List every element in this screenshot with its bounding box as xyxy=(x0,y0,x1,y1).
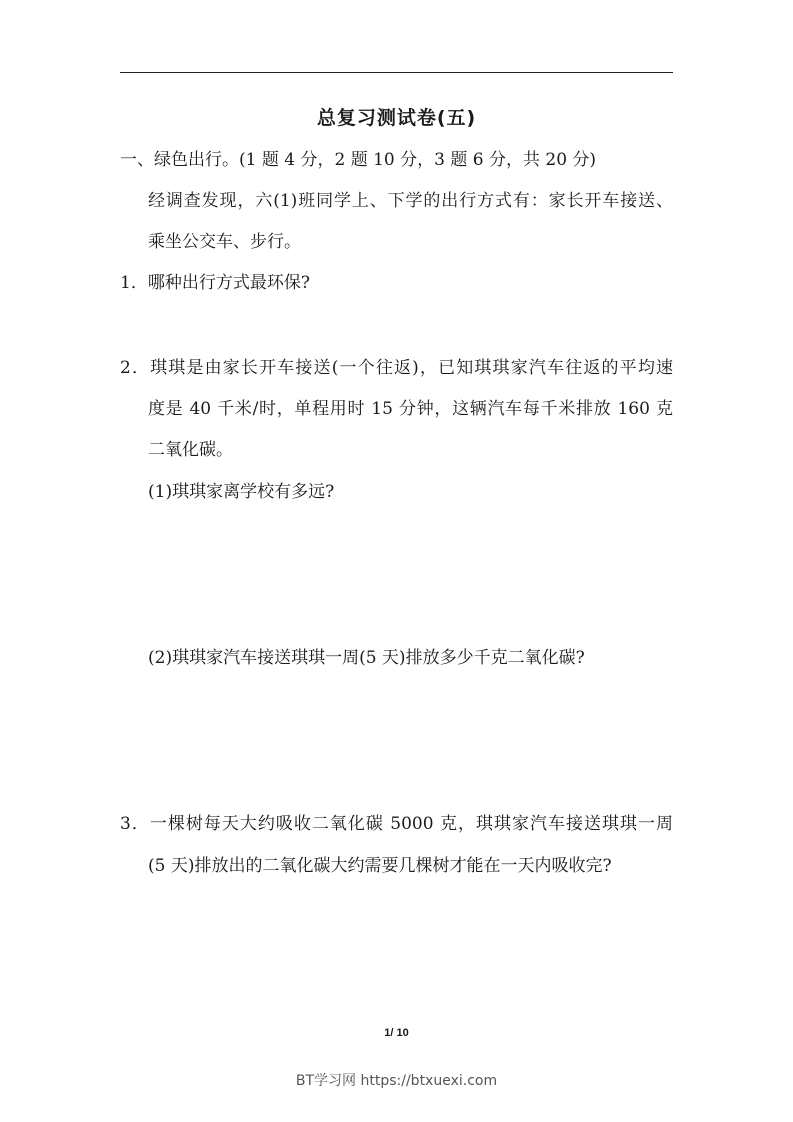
question-3-line-2: (5 天)排放出的二氧化碳大约需要几棵树才能在一天内吸收完? xyxy=(148,856,612,876)
header-rule xyxy=(120,72,673,73)
question-2-line-3: 二氧化碳。 xyxy=(148,440,233,460)
question-1: 1．哪种出行方式最环保? xyxy=(120,273,310,293)
question-2-line-2: 度是 40 千米/时，单程用时 15 分钟，这辆汽车每千米排放 160 克 xyxy=(148,399,673,419)
page-number: 1/ 10 xyxy=(384,1027,409,1039)
question-2-sub-2: (2)琪琪家汽车接送琪琪一周(5 天)排放多少千克二氧化碳? xyxy=(148,648,585,668)
watermark-text: BT学习网 https://btxuexi.com xyxy=(295,1073,498,1089)
question-3-line-1: 3．一棵树每天大约吸收二氧化碳 5000 克，琪琪家汽车接送琪琪一周 xyxy=(120,814,673,834)
question-2-line-1: 2．琪琪是由家长开车接送(一个往返)，已知琪琪家汽车往返的平均速 xyxy=(120,358,673,378)
page-title: 总复习测试卷(五) xyxy=(316,107,477,129)
question-2-sub-1: (1)琪琪家离学校有多远? xyxy=(148,482,335,502)
intro-line-1: 经调查发现，六(1)班同学上、下学的出行方式有：家长开车接送、 xyxy=(148,191,673,211)
section-1-header: 一、绿色出行。(1 题 4 分，2 题 10 分，3 题 6 分，共 20 分) xyxy=(120,150,597,170)
intro-line-2: 乘坐公交车、步行。 xyxy=(148,232,301,252)
